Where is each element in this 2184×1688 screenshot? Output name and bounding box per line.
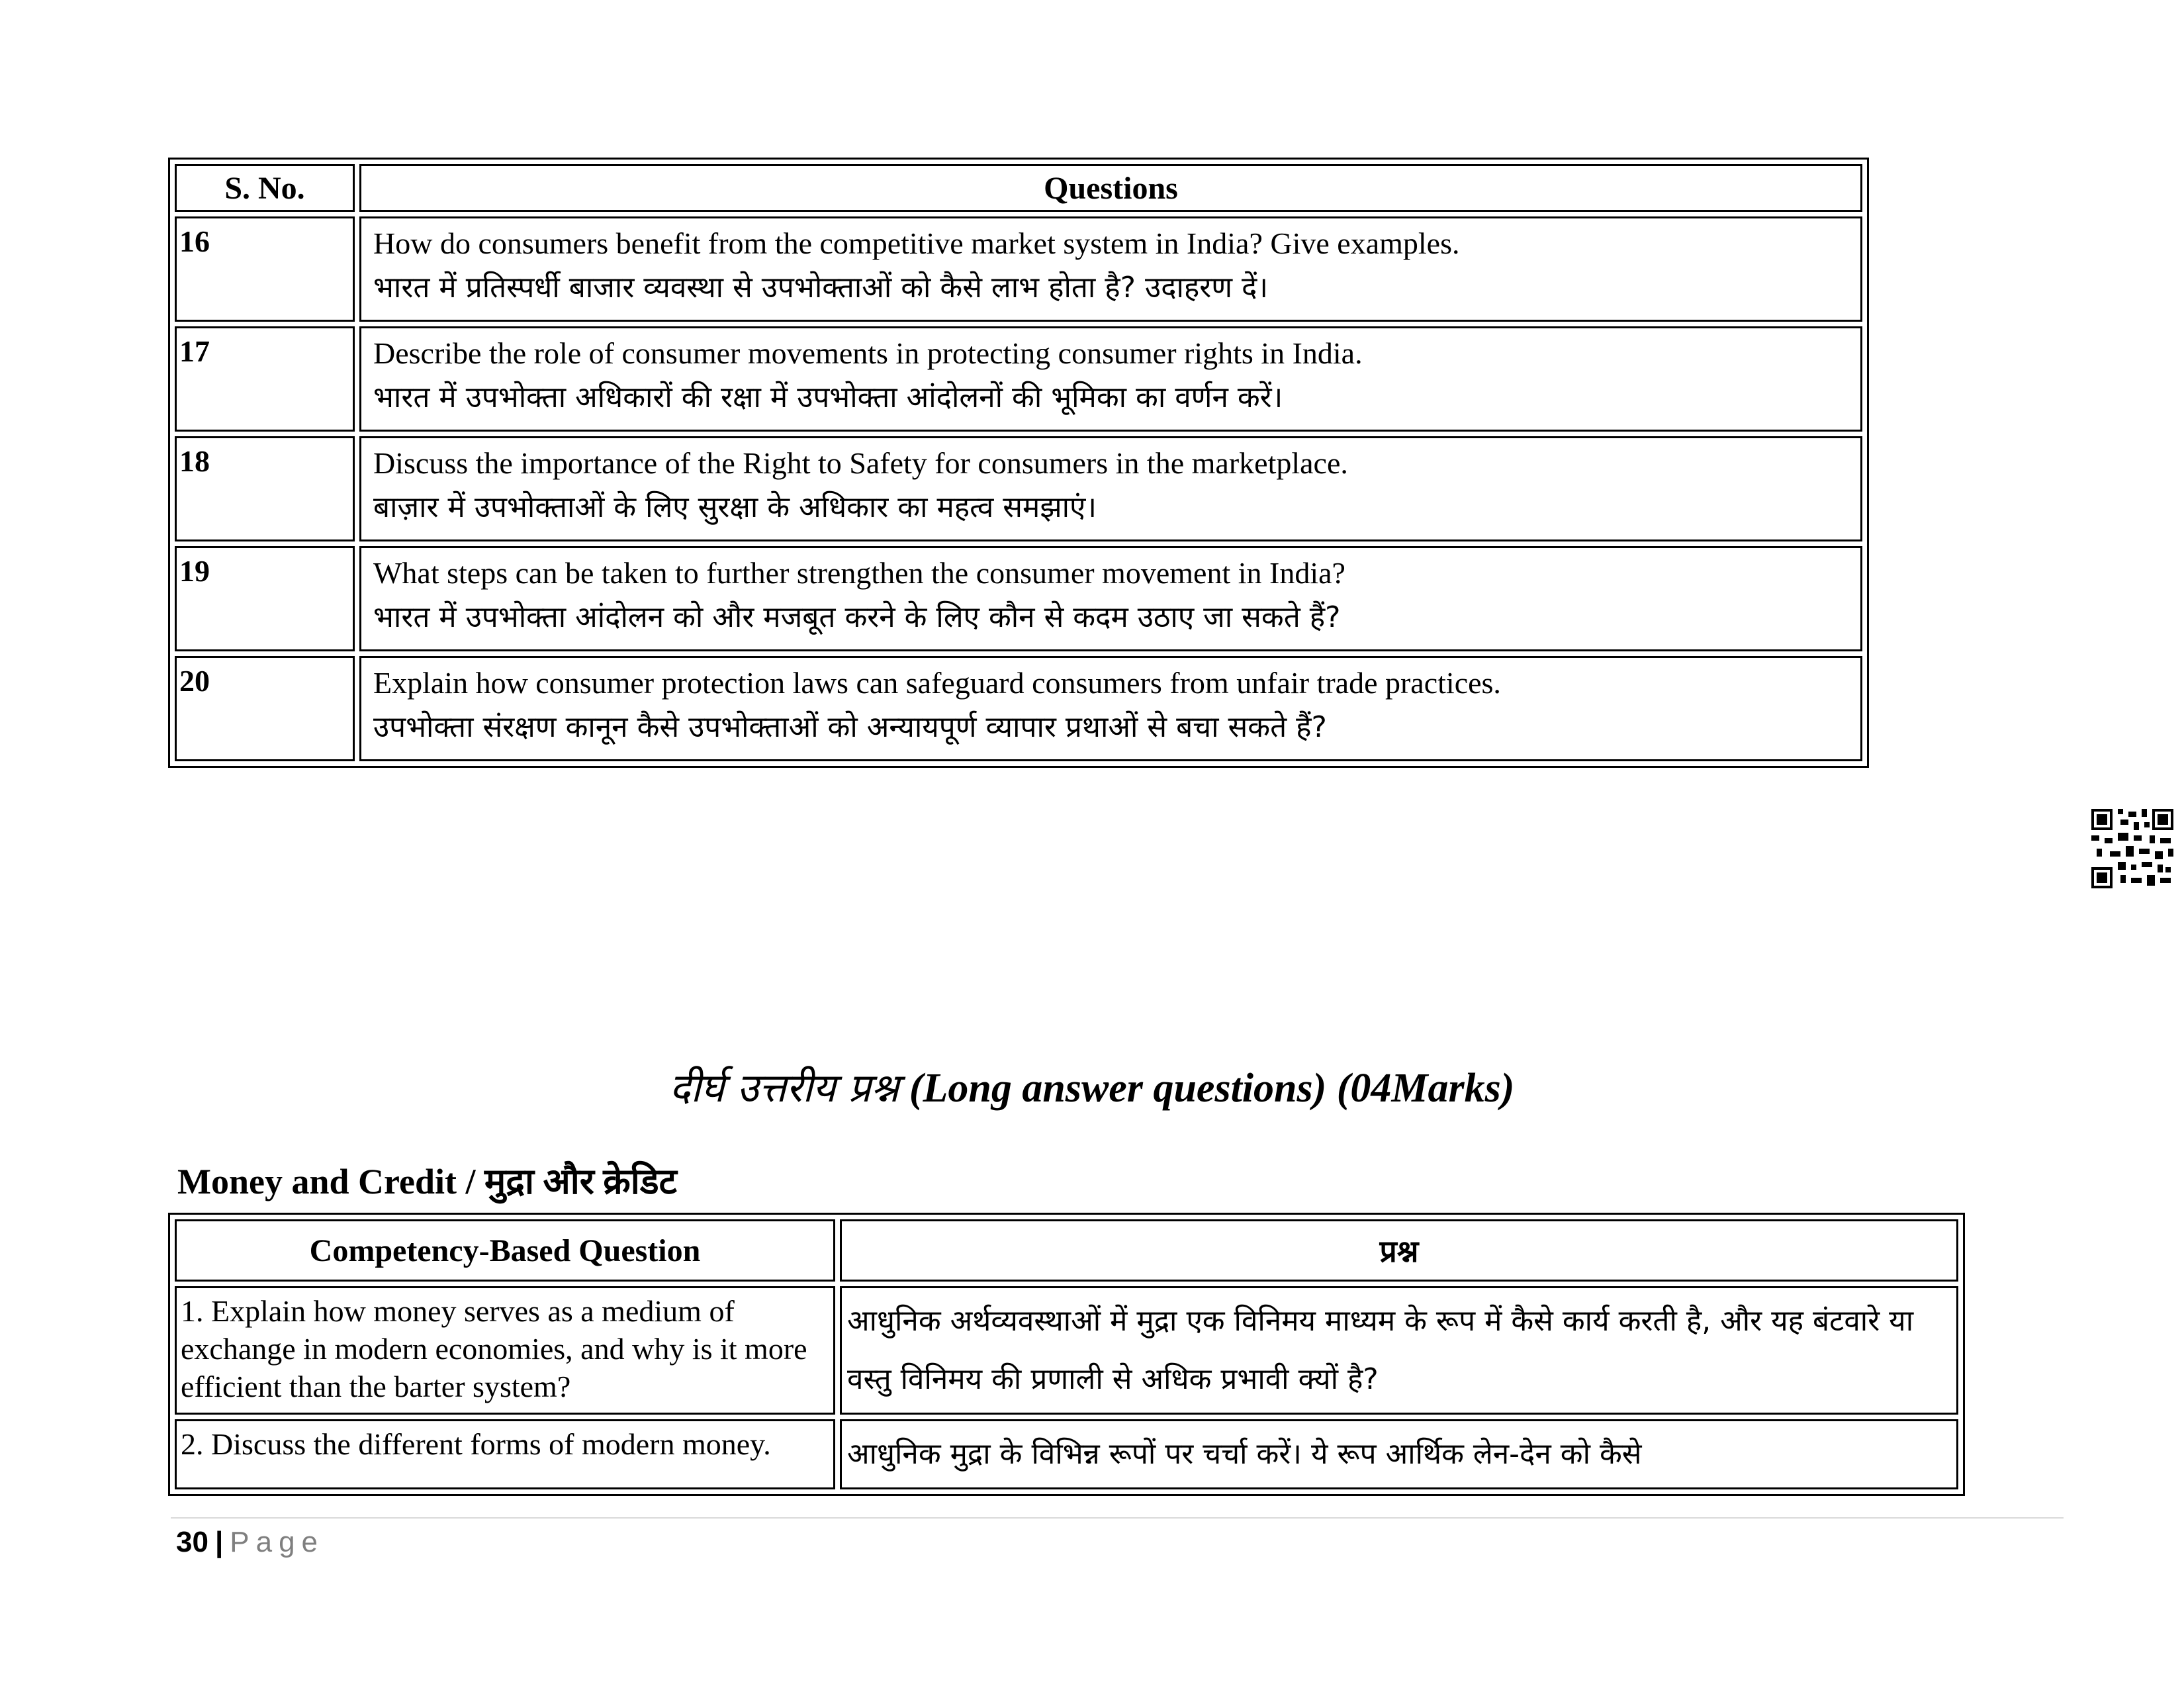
table-row xyxy=(175,656,1862,761)
question-cell xyxy=(359,546,1862,651)
question-english: What steps can be taken to further strengthen the consumer movement in India? xyxy=(373,556,1345,590)
qr-code-icon xyxy=(2091,809,2173,888)
question-cell xyxy=(359,216,1862,322)
topic-heading: Money and Credit / मुद्रा और क्रेडिट xyxy=(177,1162,677,1201)
question-cell xyxy=(359,436,1862,541)
question-hindi: भारत में उपभोक्ता अधिकारों की रक्षा में उपभोक्ता आंदोलनों की भूमिका का वर्णन करें। xyxy=(373,381,1283,414)
footer-separator: | xyxy=(214,1526,224,1558)
question-hindi: भारत में उपभोक्ता आंदोलन को और मजबूत करने के लिए कौन से कदम उठाए जा सकते हैं? xyxy=(373,600,1341,634)
table-header-row xyxy=(175,164,1862,212)
table-row xyxy=(175,546,1862,651)
table-row xyxy=(175,326,1862,432)
question-english: Discuss the importance of the Right to Safety for consumers in the marketplace. xyxy=(373,446,1348,480)
question-hindi: भारत में प्रतिस्पर्धी बाजार व्यवस्था से उपभोक्ताओं को कैसे लाभ होता है? उदाहरण दें। xyxy=(373,271,1269,305)
question-cell xyxy=(840,1286,1958,1415)
table-row xyxy=(175,436,1862,541)
question-english: How do consumers benefit from the competitive market system in India? Give examples. xyxy=(373,226,1460,260)
section-heading-hindi: दीर्घ उत्तरीय प्रश्न xyxy=(669,1065,899,1111)
question-english: 2. Discuss the different forms of modern money. xyxy=(175,1419,835,1489)
questions-header: Questions xyxy=(359,164,1862,212)
competency-header: Competency-Based Question xyxy=(175,1219,835,1282)
serial-number: 20 xyxy=(175,656,355,761)
question-english: Explain how consumer protection laws can safeguard consumers from unfair trade practices. xyxy=(373,666,1501,700)
serial-number: 19 xyxy=(175,546,355,651)
section-heading-english: (Long answer questions) (04Marks) xyxy=(909,1066,1515,1111)
serial-number: 18 xyxy=(175,436,355,541)
table-row xyxy=(175,216,1862,322)
sno-header: S. No. xyxy=(175,164,355,212)
table-header-row xyxy=(175,1219,1958,1282)
footer-divider xyxy=(171,1517,2064,1519)
question-hindi: उपभोक्ता संरक्षण कानून कैसे उपभोक्ताओं को अन्यायपूर्ण व्यापार प्रथाओं से बचा सकते हैं? xyxy=(373,710,1327,744)
question-hindi: बाज़ार में उपभोक्ताओं के लिए सुरक्षा के अधिकार का महत्व समझाएं। xyxy=(373,491,1097,524)
competency-table xyxy=(168,1213,1965,1496)
questions-table xyxy=(168,158,1869,768)
serial-number: 16 xyxy=(175,216,355,322)
page-label: Page xyxy=(230,1526,325,1558)
section-heading xyxy=(0,1059,2184,1113)
question-cell xyxy=(359,326,1862,432)
serial-number: 17 xyxy=(175,326,355,432)
question-english: Describe the role of consumer movements in protecting consumer rights in India. xyxy=(373,336,1363,370)
question-hindi: आधुनिक मुद्रा के विभिन्न रूपों पर चर्चा करें। ये रूप आर्थिक लेन-देन को कैसे xyxy=(847,1437,1642,1471)
question-cell xyxy=(359,656,1862,761)
question-hindi: आधुनिक अर्थव्यवस्थाओं में मुद्रा एक विनिमय माध्यम के रूप में कैसे कार्य करती है, और यह बंटवारे या वस्तु विनिमय की प्रणाली से अधिक प्रभावी क्यों है? xyxy=(847,1304,1914,1396)
table-row xyxy=(175,1286,1958,1415)
prashn-header: प्रश्न xyxy=(840,1219,1958,1282)
table-row xyxy=(175,1419,1958,1489)
question-english: 1. Explain how money serves as a medium of exchange in modern economies, and why is it more efficient than the barter system? xyxy=(175,1286,835,1415)
page-number: 30 xyxy=(176,1526,208,1558)
page-footer xyxy=(176,1526,324,1559)
question-cell xyxy=(840,1419,1958,1489)
